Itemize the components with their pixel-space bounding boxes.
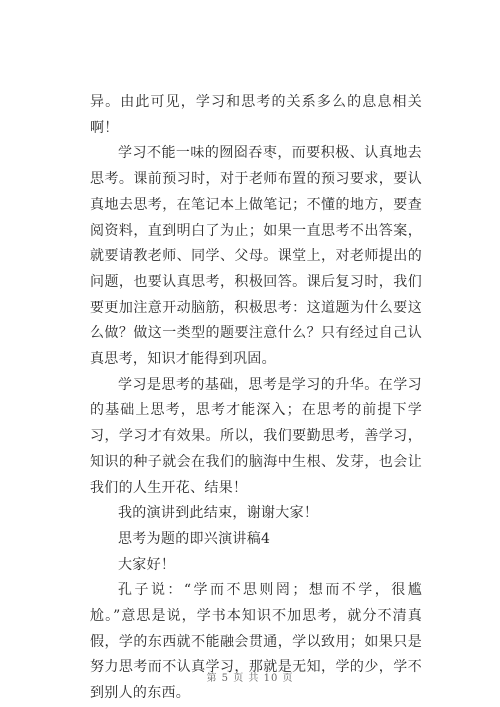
paragraph-3: 学习是思考的基础，思考是学习的升华。在学习的基础上思考，思考才能深入；在思考的前提下学习，学习才有效果。所以，我们要勤思考，善学习，知识的种子就会在我们的脑海中生根、发芽，也会让我们的人生开花、结果！: [90, 376, 422, 496]
greeting: 大家好！: [118, 556, 176, 573]
paragraph-5: 孔子说：“学而不思则罔；想而不学，很尴尬。”意思是说，学书本知识不加思考，就分不清真假，学的东西就不能融会贯通，学以致用；如果只是努力思考而不认真学习，那就是无知，学的少，学不到别人的东西。: [90, 582, 422, 702]
section-heading: 思考为题的即兴演讲稿4: [118, 530, 271, 547]
body-text: [90, 90, 422, 707]
page-footer: 第 5 页 共 10 页: [206, 673, 294, 684]
paragraph-2: 学习不能一味的囫囵吞枣，而要积极、认真地去思考。课前预习时，对于老师布置的预习要求，要认真地去思考，在笔记本上做笔记；不懂的地方，要查阅资料，直到明白了为止；如果一直思考不出答案，就要请教老师、同学、父母。课堂上，对老师提出的问题，也要认真思考，积极回答。课后复习时，我们要更加注意开动脑筋，积极思考：这道题为什么要这么做？做这一类型的题要注意什么？只有经过自己认真思考，知识才能得到巩固。: [90, 145, 422, 368]
paragraph-4: 我的演讲到此结束，谢谢大家！: [118, 505, 319, 522]
paragraph-1: 异。由此可见，学习和思考的关系多么的息息相关啊！: [90, 94, 422, 136]
